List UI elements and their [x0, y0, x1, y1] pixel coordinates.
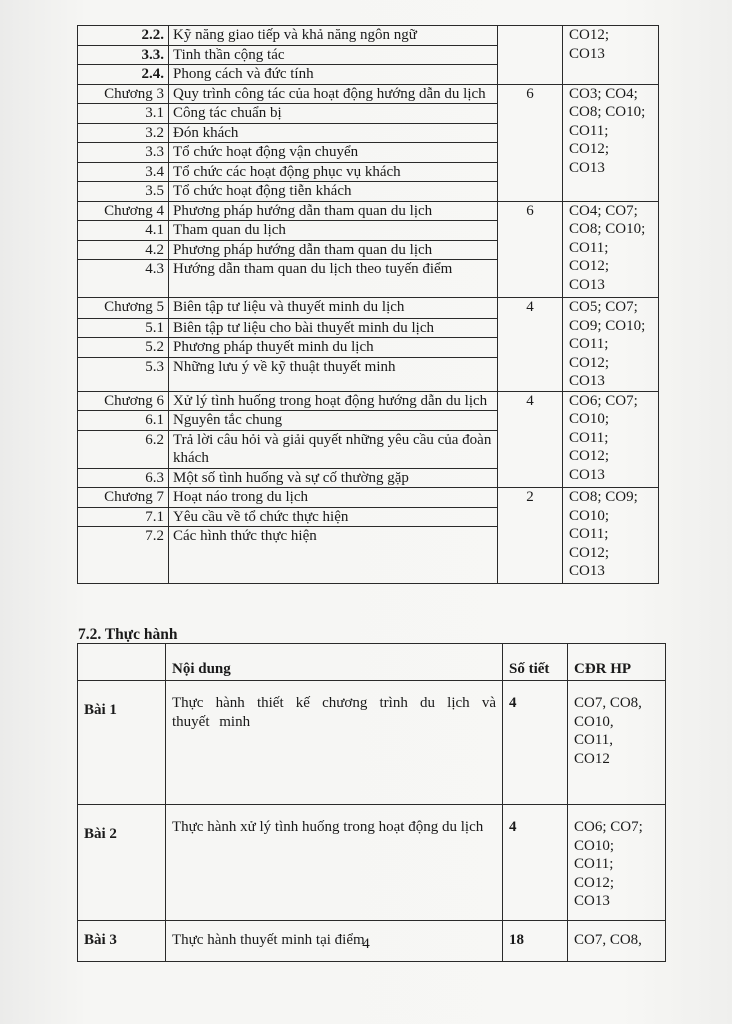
chapter-hours: 6 — [498, 201, 563, 298]
section-title: Tinh thần cộng tác — [169, 45, 498, 65]
section-title: Những lưu ý về kỹ thuật thuyết minh — [169, 357, 498, 391]
lesson-content: Thực hành xử lý tình huống trong hoạt động du lịch — [166, 805, 503, 921]
section-row — [78, 26, 659, 46]
lesson-hours: 18 — [503, 921, 568, 962]
lesson-hours: 4 — [503, 681, 568, 805]
section-number: 5.1 — [78, 318, 169, 338]
chapter-cdr: CO12; CO13 — [563, 26, 659, 85]
lesson-cdr: CO7, CO8, CO10, CO11, CO12 — [568, 681, 666, 805]
section-heading-practice: 7.2. Thực hành — [78, 626, 178, 643]
table-row — [78, 805, 666, 921]
section-title: Các hình thức thực hiện — [169, 527, 498, 584]
chapter-title: Hoạt náo trong du lịch — [169, 488, 498, 508]
header-lesson — [78, 644, 166, 681]
section-number: 7.1 — [78, 507, 169, 527]
section-title: Phương pháp thuyết minh du lịch — [169, 338, 498, 358]
chapter-cdr: CO4; CO7; CO8; CO10; CO11; CO12; CO13 — [563, 201, 659, 298]
section-number: 7.2 — [78, 527, 169, 584]
table-header-row — [78, 644, 666, 681]
section-title: Yêu cầu về tổ chức thực hiện — [169, 507, 498, 527]
section-number: 3.5 — [78, 182, 169, 202]
section-number: 4.1 — [78, 221, 169, 241]
section-title: Kỹ năng giao tiếp và khả năng ngôn ngữ — [169, 26, 498, 46]
lesson-cdr: CO6; CO7; CO10; CO11; CO12; CO13 — [568, 805, 666, 921]
header-cdr: CĐR HP — [568, 644, 666, 681]
chapter-cdr: CO5; CO7; CO9; CO10; CO11; CO12; CO13 — [563, 298, 659, 392]
chapter-row — [78, 201, 659, 221]
chapter-cdr: CO3; CO4; CO8; CO10; CO11; CO12; CO13 — [563, 84, 659, 201]
chapter-cdr: CO8; CO9; CO10; CO11; CO12; CO13 — [563, 488, 659, 584]
section-title: Tổ chức hoạt động vận chuyển — [169, 143, 498, 163]
section-number: 3.3 — [78, 143, 169, 163]
lesson-label: Bài 1 — [78, 681, 166, 805]
section-number: 2.4. — [78, 65, 169, 85]
theory-content-table — [77, 25, 659, 584]
section-title: Nguyên tắc chung — [169, 411, 498, 431]
section-title: Tổ chức các hoạt động phục vụ khách — [169, 162, 498, 182]
section-title: Phong cách và đức tính — [169, 65, 498, 85]
section-number: 4.3 — [78, 260, 169, 298]
section-number: 3.2 — [78, 123, 169, 143]
practice-table — [77, 643, 666, 962]
section-number: 5.2 — [78, 338, 169, 358]
chapter-hours: 4 — [498, 298, 563, 392]
section-number: 3.3. — [78, 45, 169, 65]
chapter-label: Chương 7 — [78, 488, 169, 508]
lesson-label: Bài 2 — [78, 805, 166, 921]
section-title: Một số tình huống và sự cố thường gặp — [169, 468, 498, 488]
chapter-title: Biên tập tư liệu và thuyết minh du lịch — [169, 298, 498, 319]
header-content: Nội dung — [166, 644, 503, 681]
chapter-row — [78, 84, 659, 104]
chapter-label: Chương 4 — [78, 201, 169, 221]
section-number: 2.2. — [78, 26, 169, 46]
chapter-hours — [498, 26, 563, 85]
section-title: Công tác chuẩn bị — [169, 104, 498, 124]
chapter-row — [78, 488, 659, 508]
section-title: Đón khách — [169, 123, 498, 143]
section-number: 3.4 — [78, 162, 169, 182]
lesson-content: Thực hành thiết kế chương trình du lịch và thuyết minh — [166, 681, 503, 805]
lesson-content: Thực hành thuyết minh tại điểm — [166, 921, 503, 962]
chapter-title: Xử lý tình huống trong hoạt động hướng dẫn du lịch — [169, 391, 498, 411]
section-title: Phương pháp hướng dẫn tham quan du lịch — [169, 240, 498, 260]
chapter-hours: 4 — [498, 391, 563, 488]
section-number: 6.1 — [78, 411, 169, 431]
page-number: 4 — [362, 936, 370, 952]
chapter-label: Chương 3 — [78, 84, 169, 104]
lesson-cdr: CO7, CO8, — [568, 921, 666, 962]
chapter-row — [78, 298, 659, 319]
chapter-label: Chương 6 — [78, 391, 169, 411]
chapter-hours: 2 — [498, 488, 563, 584]
section-title: Trả lời câu hỏi và giải quyết những yêu cầu của đoàn khách — [169, 430, 498, 468]
section-title: Tham quan du lịch — [169, 221, 498, 241]
lesson-label: Bài 3 — [78, 921, 166, 962]
chapter-cdr: CO6; CO7; CO10; CO11; CO12; CO13 — [563, 391, 659, 488]
chapter-label: Chương 5 — [78, 298, 169, 319]
section-title: Tổ chức hoạt động tiễn khách — [169, 182, 498, 202]
chapter-title: Phương pháp hướng dẫn tham quan du lịch — [169, 201, 498, 221]
section-title: Biên tập tư liệu cho bài thuyết minh du lịch — [169, 318, 498, 338]
section-title: Hướng dẫn tham quan du lịch theo tuyến điểm — [169, 260, 498, 298]
table-row — [78, 681, 666, 805]
header-hours: Số tiết — [503, 644, 568, 681]
chapter-title: Quy trình công tác của hoạt động hướng dẫn du lịch — [169, 84, 498, 104]
chapter-hours: 6 — [498, 84, 563, 201]
section-number: 6.2 — [78, 430, 169, 468]
section-number: 6.3 — [78, 468, 169, 488]
lesson-hours: 4 — [503, 805, 568, 921]
section-number: 3.1 — [78, 104, 169, 124]
section-number: 5.3 — [78, 357, 169, 391]
section-number: 4.2 — [78, 240, 169, 260]
chapter-row — [78, 391, 659, 411]
